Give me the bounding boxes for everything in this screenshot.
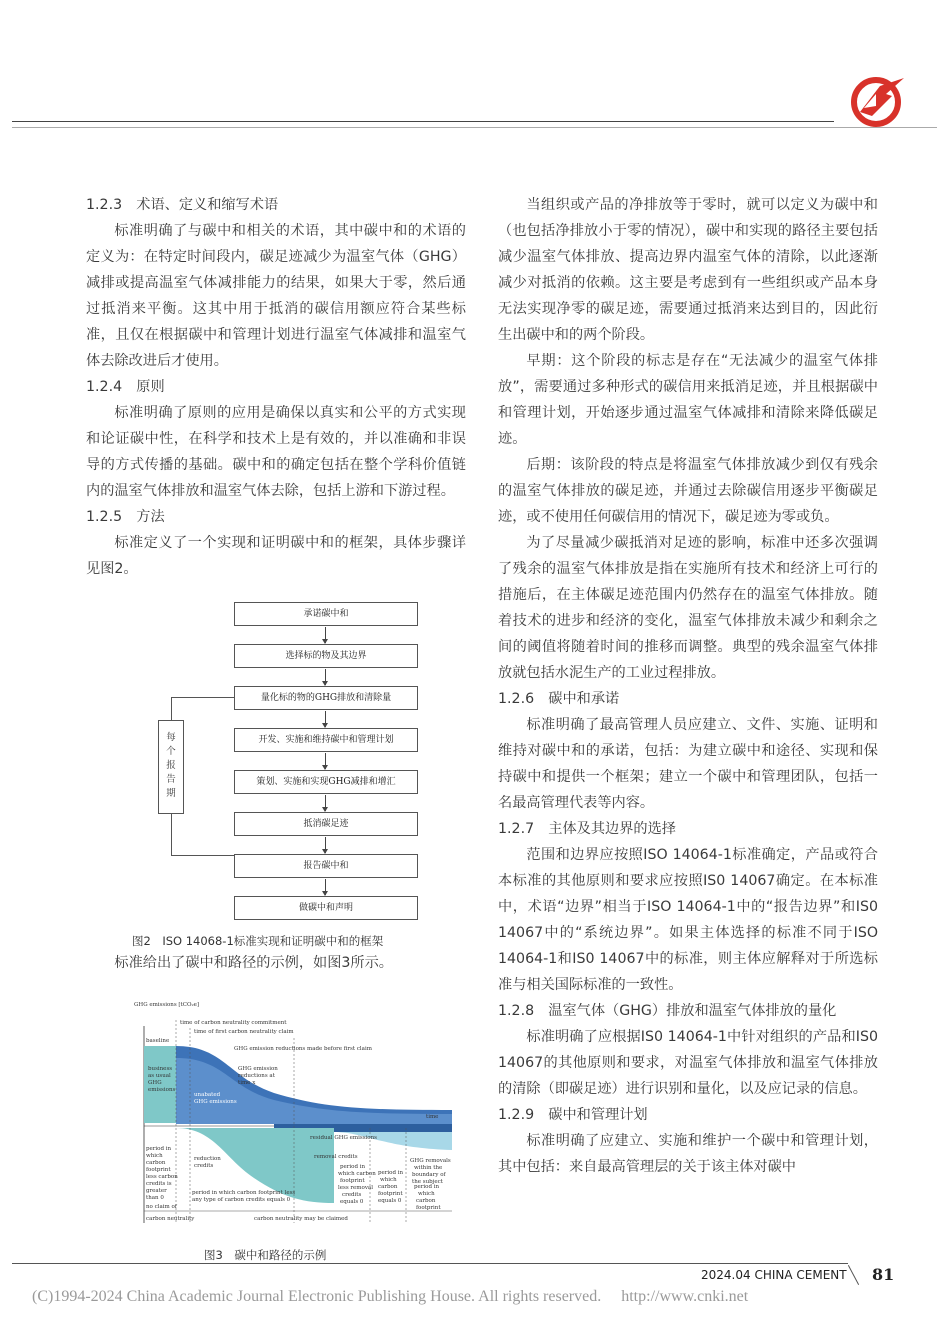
right-paragraph-2: 早期：这个阶段的标志是存在“无法减少的温室气体排放”，需要通过多种形式的碳信用来抵消足迹，并且根据碳中和管理计划，开始逐步通过温室气体减排和清除来降低碳足迹。 — [498, 353, 878, 447]
section-1-2-7-title: 1.2.7 主体及其边界的选择 — [498, 821, 676, 837]
right-paragraph-4: 为了尽量减少碳抵消对足迹的影响，标准中还多次强调了残余的温室气体排放是指在实施所有技术和经济上可行的措施后，在主体碳足迹范围内仍然存在的温室气体排放。随着技术的进步和经济的变化，温室气体排放未减少和剩余之间的阈值将随着时间的推移而调整。典型的残余温室气体排放就包括水泥生产的工业过程排放。 — [498, 535, 878, 681]
flow-box-3: 量化标的物的GHG排放和清除量 — [234, 686, 418, 710]
section-1-2-7-body: 范围和边界应按照ISO 14064-1标准确定，产品或符合本标准的其他原则和要求应按照IS0 14067确定。在本标准中，术语“边界”相当于ISO 14064-1中的“报告边界”和IS0 14067中的“系统边界”。如果主体选择的标准不同于ISO 14064-1和IS0 14067中的标准，则主体应解释对于所选标准与相关国际标准的一致性。 — [498, 847, 878, 993]
svg-text:less removal: less removal — [338, 1185, 373, 1191]
svg-text:which: which — [380, 1177, 397, 1183]
flow-arrow — [325, 627, 326, 643]
baseline-label: baseline — [146, 1038, 170, 1044]
journal-name: CHINA CEMENT — [754, 1268, 847, 1282]
may-claim-label: carbon neutrality may be claimed — [254, 1216, 348, 1222]
flow-arrow — [325, 879, 326, 895]
y-axis-label: GHG emissions [tCO₂e] — [134, 1002, 200, 1008]
side-char: 每 — [166, 732, 176, 743]
section-1-2-5-title: 1.2.5 方法 — [86, 509, 165, 525]
period-c-label — [338, 1164, 376, 1205]
svg-text:any type of carbon credits equ: any type of carbon credits equals 0 — [192, 1197, 291, 1203]
flow-box-5: 策划、实施和实现GHG减排和增汇 — [234, 770, 418, 794]
first-claim-label: time of first carbon neutrality claim — [194, 1029, 294, 1035]
bau-label-3: GHG — [148, 1080, 162, 1086]
svg-text:footprint: footprint — [416, 1205, 441, 1211]
svg-text:period in: period in — [378, 1170, 404, 1176]
reduction-credits-2: credits — [194, 1163, 214, 1169]
flow-arrow — [325, 711, 326, 727]
section-1-2-4-body: 标准明确了原则的应用是确保以真实和公平的方式实现和论证碳中性，在科学和技术上是有效的，并以准确和非误导的方式传播的基础。碳中和的确定包括在整个学科价值链内的温室气体排放和温室气体去除，包括上游和下游过程。 — [86, 405, 466, 499]
reductions-x-2: reductions at — [238, 1073, 275, 1079]
section-1-2-5-body: 标准定义了一个实现和证明碳中和的框架，具体步骤详见图2。 — [86, 535, 466, 577]
copyright-text: (C)1994-2024 China Academic Journal Electronic Publishing House. All rights reserved. — [32, 1288, 602, 1305]
removals-within-2: within the — [414, 1165, 443, 1171]
section-1-2-4-title: 1.2.4 原则 — [86, 379, 165, 395]
svg-text:period in: period in — [414, 1184, 440, 1190]
header-rule-thin — [12, 127, 937, 128]
section-1-2-9-body: 标准明确了应建立、实施和维护一个碳中和管理计划，其中包括：来自最高管理层的关于该主体对碳中 — [498, 1133, 878, 1175]
period-a-label — [146, 1146, 178, 1201]
bau-label-1: business — [148, 1066, 173, 1072]
figure-3-caption: 图3 碳中和路径的示例 — [204, 1248, 327, 1262]
section-1-2-8-title: 1.2.8 温室气体（GHG）排放和温室气体排放的量化 — [498, 1003, 837, 1019]
flow-box-4: 开发、实施和维持碳中和管理计划 — [234, 728, 418, 752]
flow-arrow — [325, 837, 326, 853]
removals-within-4: the subject — [412, 1179, 443, 1185]
cnki-url[interactable]: http://www.cnki.net — [621, 1288, 749, 1305]
section-1-2-3-body: 标准明确了与碳中和相关的术语，其中碳中和的术语的定义为：在特定时间段内，碳足迹减少为温室气体（GHG）减排或提高温室气体减排能力的结果，如果大于零，然后通过抵消来平衡。这其中用于抵消的碳信用额应符合某些标准，且仅在根据碳中和管理计划进行温室气体减排和温室气体去除改进后才使用。 — [86, 223, 466, 369]
flow-box-6: 抵消碳足迹 — [234, 812, 418, 836]
time-label: time — [426, 1114, 439, 1120]
svg-text:less carbon: less carbon — [146, 1174, 178, 1180]
section-1-2-8-body: 标准明确了应根据IS0 14064-1中针对组织的产品和IS0 14067的其他原则和要求，对温室气体排放和温室气体排放的清除（即碳足迹）进行识别和量化，以及应记录的信息。 — [498, 1029, 878, 1097]
removals-within-1: GHG removals — [410, 1158, 451, 1164]
svg-text:period in: period in — [146, 1146, 172, 1152]
bau-label-4: emissions — [148, 1087, 176, 1093]
figure-2-flowchart — [86, 590, 466, 948]
issue-date: 2024.04 — [701, 1268, 751, 1282]
reduction-credits-1: reduction — [194, 1156, 221, 1162]
section-1-2-6-body: 标准明确了最高管理人员应建立、文件、实施、证明和维持对碳中和的承诺，包括：为建立碳中和途径、实现和保持碳中和提供一个框架；建立一个碳中和管理团队，包括一名最高管理代表等内容。 — [498, 717, 878, 811]
flow-box-8: 做碳中和声明 — [234, 896, 418, 920]
svg-text:which: which — [418, 1191, 435, 1197]
figure-3-chart — [86, 998, 466, 1268]
svg-text:carbon: carbon — [416, 1198, 436, 1204]
unabated-2: GHG emissions — [194, 1099, 237, 1105]
flow-arrow — [325, 795, 326, 811]
svg-text:which: which — [146, 1153, 163, 1159]
svg-text:carbon neutrality: carbon neutrality — [146, 1216, 195, 1222]
flow-arrow — [325, 753, 326, 769]
reductions-x-1: GHG emission — [238, 1066, 278, 1072]
svg-text:footprint: footprint — [146, 1167, 171, 1173]
header-rule — [12, 121, 834, 122]
side-char: 告 — [166, 774, 176, 785]
period-e-label — [414, 1184, 441, 1211]
svg-text:than 0: than 0 — [146, 1195, 164, 1201]
figure-3-intro: 标准给出了碳中和路径的示例，如图3所示。 — [114, 955, 393, 971]
svg-text:period in which carbon footpri: period in which carbon footprint less — [192, 1190, 296, 1196]
bau-label-2: as usual — [148, 1073, 171, 1079]
side-char: 个 — [166, 746, 176, 757]
svg-text:footprint: footprint — [378, 1191, 403, 1197]
footer-slash — [848, 1265, 859, 1285]
svg-text:equals 0: equals 0 — [378, 1198, 402, 1204]
svg-text:no claim of: no claim of — [146, 1204, 177, 1210]
removal-credits-label: removal credits — [314, 1154, 358, 1160]
copyright-line — [32, 1288, 748, 1306]
commit-label: time of carbon neutrality commitment — [180, 1020, 287, 1026]
svg-text:carbon: carbon — [378, 1184, 398, 1190]
journal-logo — [846, 72, 910, 128]
svg-text:credits: credits — [342, 1192, 362, 1198]
svg-text:equals 0: equals 0 — [340, 1199, 364, 1205]
footer-journal-info — [701, 1268, 847, 1282]
left-column — [86, 192, 466, 1268]
loop-line — [171, 814, 172, 856]
side-char: 期 — [166, 788, 176, 799]
svg-text:which carbon: which carbon — [338, 1171, 376, 1177]
svg-text:period in: period in — [340, 1164, 366, 1170]
period-d-label — [378, 1170, 404, 1204]
loop-line — [171, 697, 234, 698]
period-b-label — [192, 1190, 295, 1203]
page-number: 81 — [872, 1265, 895, 1284]
right-column — [498, 192, 878, 1180]
loop-line — [171, 855, 234, 856]
figure-2-caption: 图2 ISO 14068-1标准实现和证明碳中和的框架 — [132, 934, 384, 948]
flow-box-1: 承诺碳中和 — [234, 602, 418, 626]
svg-text:credits is: credits is — [146, 1181, 172, 1187]
section-1-2-9-title: 1.2.9 碳中和管理计划 — [498, 1107, 648, 1123]
reporting-period-box — [158, 720, 184, 814]
flow-box-7: 报告碳中和 — [234, 854, 418, 878]
svg-text:footprint: footprint — [340, 1178, 365, 1184]
loop-line — [171, 697, 172, 720]
unabated-1: unabated — [194, 1092, 221, 1098]
no-claim-label — [146, 1204, 195, 1222]
removals-within-3: boundary of — [412, 1172, 446, 1178]
footer-rule — [12, 1263, 848, 1264]
side-char: 报 — [166, 760, 176, 771]
reductions-before-label: GHG emission reductions made before first claim — [234, 1046, 372, 1052]
flow-box-2: 选择标的物及其边界 — [234, 644, 418, 668]
section-1-2-6-title: 1.2.6 碳中和承诺 — [498, 691, 620, 707]
right-paragraph-3: 后期：该阶段的特点是将温室气体排放减少到仅有残余的温室气体排放的碳足迹，并通过去除碳信用逐步平衡碳足迹，或不使用任何碳信用的情况下，碳足迹为零或负。 — [498, 457, 878, 525]
flow-arrow — [325, 669, 326, 685]
reductions-x-3: time x — [238, 1080, 256, 1086]
svg-text:greater: greater — [146, 1188, 167, 1194]
residual-label: residual GHG emissions — [310, 1135, 377, 1141]
right-paragraph-1: 当组织或产品的净排放等于零时，就可以定义为碳中和（也包括净排放小于零的情况），碳中和实现的路径主要包括减少温室气体排放、提高边界内温室气体的清除，以此逐渐减少对抵消的依赖。这主要是考虑到有一些组织或产品本身无法实现净零的碳足迹，需要通过抵消来达到目的，因此衍生出碳中和的两个阶段。 — [498, 197, 878, 343]
section-1-2-3-title: 1.2.3 术语、定义和缩写术语 — [86, 197, 279, 213]
svg-text:carbon: carbon — [146, 1160, 166, 1166]
